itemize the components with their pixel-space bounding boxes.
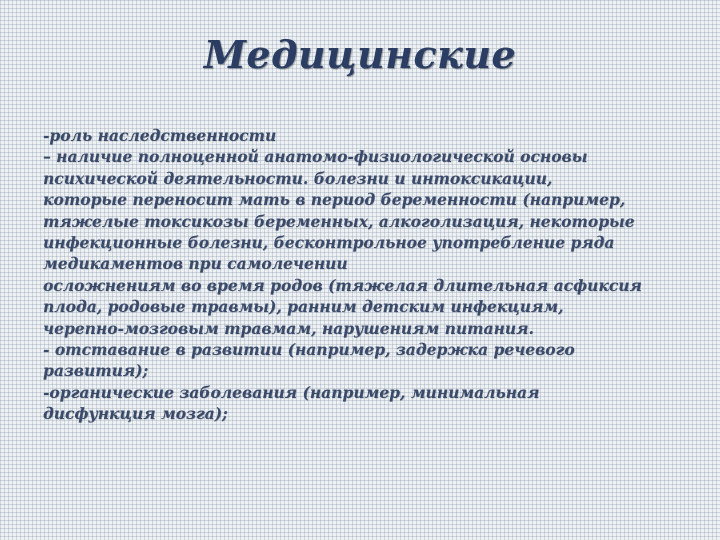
body-line: медикаментов при самолечении: [43, 254, 348, 274]
slide-title: Медицинские: [203, 32, 517, 77]
body-line: -роль наследственности: [43, 126, 277, 145]
body-line: которые переносит мать в период беременности (например,: [43, 190, 626, 210]
body-line: осложнениям во время родов (тяжелая длительная асфиксия: [43, 275, 642, 295]
body-line: развития);: [43, 361, 149, 381]
slide-body: [43, 125, 693, 425]
body-line: плода, родовые травмы), ранним детским инфекциям,: [43, 297, 564, 317]
body-line: -органические заболевания (например, минимальная: [43, 382, 540, 402]
body-line: психической деятельности. болезни и интоксикации,: [43, 168, 553, 188]
body-line: дисфункция мозга);: [43, 404, 228, 424]
body-line: инфекционные болезни, бесконтрольное употребление ряда: [43, 233, 615, 253]
body-line: - отставание в развитии (например, задержка речевого: [43, 340, 575, 360]
body-line: – наличие полноценной анатомо-физиологической основы: [43, 147, 588, 167]
body-line: тяжелые токсикозы беременных, алкоголизация, некоторые: [43, 211, 635, 231]
body-line: черепно-мозговым травмам, нарушениям питания.: [43, 318, 534, 338]
